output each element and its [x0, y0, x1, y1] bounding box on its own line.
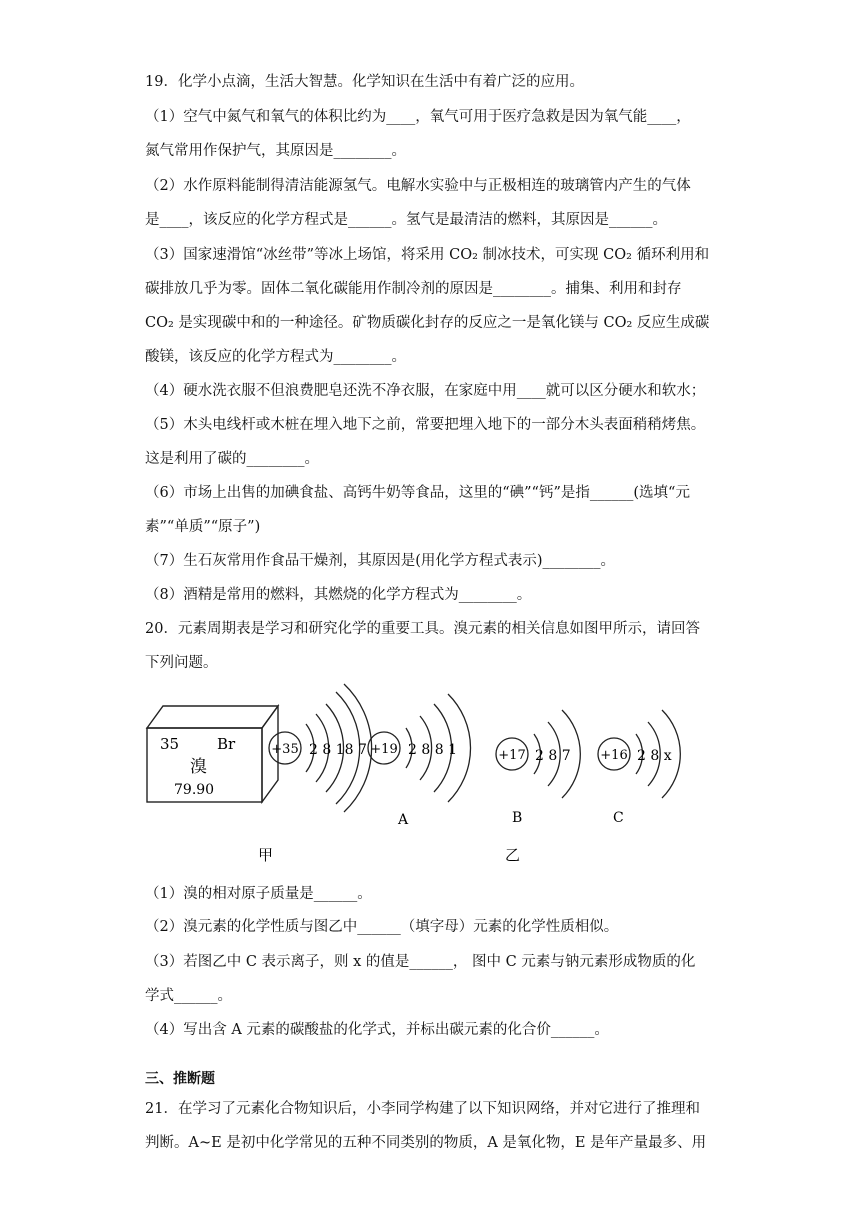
- q19-line: 酸镁，该反应的化学方程式为________。: [145, 349, 406, 365]
- q20-line: 下列问题。: [145, 655, 218, 671]
- nucleus-charge: +17: [498, 748, 526, 763]
- nucleus-charge: +35: [271, 742, 299, 757]
- q19-line: 是____，该反应的化学方程式是______。氢气是最清洁的燃料，其原因是______。: [145, 212, 667, 228]
- q21-line: 判断。A~E 是初中化学常见的五种不同类别的物质，A 是氧化物，E 是年产量最多、用: [145, 1135, 707, 1151]
- figure-caption-right: 乙: [505, 846, 521, 864]
- q20-line: 20．元素周期表是学习和研究化学的重要工具。溴元素的相关信息如图甲所示，请回答: [145, 621, 700, 637]
- q19-title: 19．化学小点滴，生活大智慧。化学知识在生活中有着广泛的应用。: [145, 74, 584, 90]
- q19-line: （3）国家速滑馆“冰丝带”等冰上场馆，将采用 CO₂ 制冰技术，可实现 CO₂ 循环利用和: [145, 247, 710, 263]
- q19-line: （7）生石灰常用作食品干燥剂，其原因是(用化学方程式表示)________。: [145, 553, 616, 569]
- q19-line: （6）市场上出售的加碘食盐、高钙牛奶等食品，这里的“碘”“钙”是指______(选填“元: [145, 485, 690, 501]
- q21-line: 21．在学习了元素化合物知识后，小李同学构建了以下知识网络，并对它进行了推理和: [145, 1101, 700, 1117]
- q19-line: 这是利用了碳的________。: [145, 451, 319, 467]
- element-symbol: Br: [217, 735, 236, 753]
- atom-label: A: [398, 812, 409, 828]
- q19-line: （4）硬水洗衣服不但浪费肥皂还洗不净衣服，在家庭中用____就可以区分硬水和软水；: [145, 383, 706, 399]
- atom-structure: [496, 710, 580, 826]
- q20-line: 学式______。: [145, 988, 232, 1004]
- electron-shells: 2 8 7: [535, 748, 571, 764]
- element-name: 溴: [190, 757, 207, 777]
- atom-label: B: [512, 810, 523, 826]
- q19-line: （5）木头电线杆或木桩在埋入地下之前，常要把埋入地下的一部分木头表面稍稍烤焦。: [145, 417, 706, 433]
- q20-line: （1）溴的相对原子质量是______。: [145, 886, 372, 902]
- q19-line: 素”“单质”“原子”): [145, 519, 261, 535]
- figure-caption-left: 甲: [258, 846, 274, 864]
- q20-line: （2）溴元素的化学性质与图乙中______（填字母）元素的化学性质相似。: [145, 919, 619, 935]
- atom-structure: [368, 694, 471, 828]
- element-mass: 79.90: [174, 782, 215, 798]
- q19-line: 碳排放几乎为零。固体二氧化碳能用作制冷剂的原因是________。捕集、利用和封存: [145, 281, 682, 297]
- atom-structure: [269, 684, 372, 812]
- q19-line: （2）水作原料能制得清洁能源氢气。电解水实验中与正极相连的玻璃管内产生的气体: [145, 178, 691, 194]
- element-figure: [0, 676, 860, 876]
- electron-shells: 2 8 8 1: [408, 742, 457, 758]
- q20-line: （4）写出含 A 元素的碳酸盐的化学式，并标出碳元素的化合价______。: [145, 1022, 609, 1038]
- nucleus-charge: +16: [600, 748, 628, 763]
- q19-line: 氮气常用作保护气，其原因是________。: [145, 143, 406, 159]
- q19-line: CO₂ 是实现碳中和的一种途径。矿物质碳化封存的反应之一是氧化镁与 CO₂ 反应生成碳: [145, 315, 710, 331]
- nucleus-charge: +19: [370, 742, 398, 757]
- q19-line: （1）空气中氮气和氧气的体积比约为____，氧气可用于医疗急救是因为氧气能____，: [145, 109, 691, 125]
- atom-structure: [598, 710, 680, 826]
- section-heading: 三、推断题: [145, 1071, 215, 1087]
- electron-shells: 2 8 18 7: [309, 742, 367, 758]
- electron-shells: 2 8 x: [637, 748, 672, 764]
- q20-line: （3）若图乙中 C 表示离子，则 x 的值是______， 图中 C 元素与钠元素形成物质的化: [145, 954, 696, 970]
- q19-line: （8）酒精是常用的燃料，其燃烧的化学方程式为________。: [145, 587, 532, 603]
- element-number: 35: [160, 735, 180, 753]
- atom-label: C: [613, 810, 624, 826]
